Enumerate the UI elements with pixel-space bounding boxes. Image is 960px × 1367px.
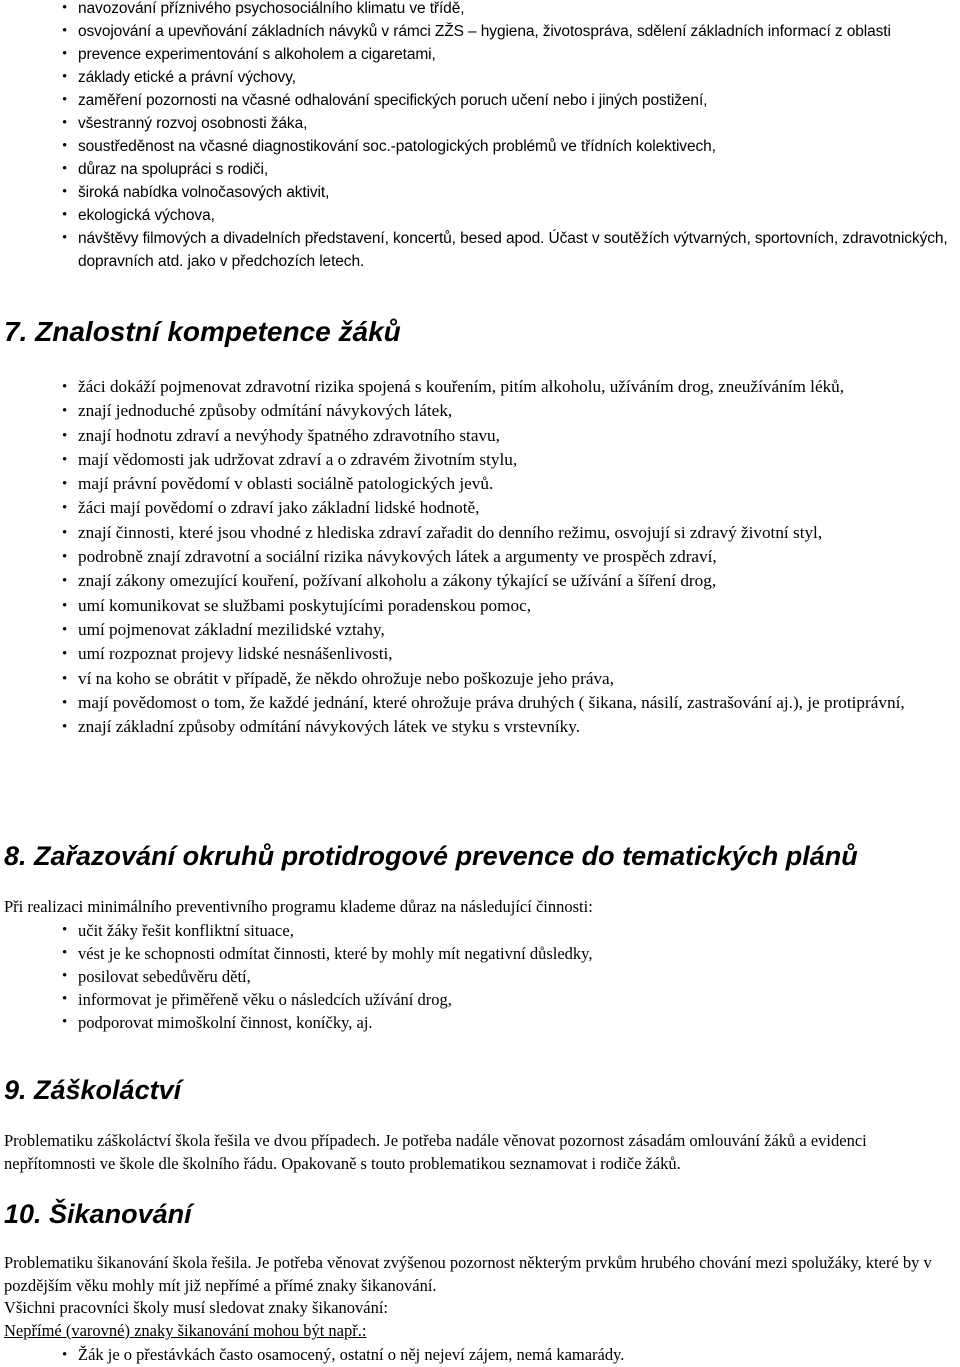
list-item: • široká nabídka volnočasových aktivit, [0, 181, 960, 204]
list-item: • ví na koho se obrátit v případě, že někdo ohrožuje nebo poškozuje jeho práva, [0, 667, 960, 691]
section-10-text: Problematiku šikanování škola řešila. Je potřeba věnovat zvýšenou pozornost některým prvkům hrubého chování mezi spolužáky, které by v pozdějším věku mohly mít již nepřímé a přímé znaky šikanování. [4, 1253, 932, 1295]
list-item: • znají zákony omezující kouření, požívaní alkoholu a zákony týkající se užívání a šíření drog, [0, 569, 960, 593]
list-item: • umí pojmenovat základní mezilidské vztahy, [0, 618, 960, 642]
list-item: • všestranný rozvoj osobnosti žáka, [0, 112, 960, 135]
list-item: • Žák je o přestávkách často osamocený, ostatní o něj nejeví zájem, nemá kamarády. [0, 1344, 960, 1366]
list-item: • znají hodnotu zdraví a nevýhody špatného zdravotního stavu, [0, 424, 960, 448]
list-item: • základy etické a právní výchovy, [0, 66, 960, 89]
section-10-list [0, 1344, 960, 1366]
list-item: • ekologická výchova, [0, 204, 960, 227]
list-item: • vést je ke schopnosti odmítat činnosti, které by mohly mít negativní důsledky, [0, 942, 960, 965]
section-7-heading: 7. Znalostní kompetence žáků [4, 316, 401, 347]
section-9-heading: 9. Záškoláctví [4, 1075, 182, 1105]
section-9-text: Problematiku záškoláctví škola řešila ve dvou případech. Je potřeba nadále věnovat pozornost zásadám omlouvání žáků a evidenci nepřítomnosti ve škole dle školního řádu. Opakovaně s touto problematikou seznamovat i rodiče žáků. [4, 1131, 867, 1173]
section-8-heading: 8. Zařazování okruhů protidrogové prevence do tematických plánů [4, 841, 858, 871]
section-7-list [0, 375, 960, 739]
list-item: • informovat je přiměřeně věku o následcích užívání drog, [0, 988, 960, 1011]
list-item: • soustředěnost na včasné diagnostikování soc.-patologických problémů ve třídních kolektivech, [0, 135, 960, 158]
section-8-list [0, 919, 960, 1034]
section-10-subheading [0, 1320, 960, 1343]
indirect-signs-label: Nepřímé (varovné) znaky šikanování mohou být např. [4, 1321, 362, 1340]
section-10-watch-text: Všichni pracovníci školy musí sledovat znaky šikanování: [4, 1298, 389, 1317]
list-item: • umí komunikovat se službami poskytujícími poradenskou pomoc, [0, 594, 960, 618]
section-10-heading: 10. Šikanování [4, 1199, 192, 1229]
list-item: • žáci dokáží pojmenovat zdravotní rizika spojená s kouřením, pitím alkoholu, užíváním drog, zneužíváním léků, [0, 375, 960, 399]
list-item: • prevence experimentování s alkoholem a cigaretami, [0, 43, 960, 66]
list-item: • osvojování a upevňování základních návyků v rámci ZŽS – hygiena, životospráva, sdělení základních informací z oblasti [0, 20, 960, 43]
list-item: • mají vědomosti jak udržovat zdraví a o zdravém životním stylu, [0, 448, 960, 472]
list-item: • podporovat mimoškolní činnost, koníčky, aj. [0, 1011, 960, 1034]
list-item: • důraz na spolupráci s rodiči, [0, 158, 960, 181]
list-item: • učit žáky řešit konfliktní situace, [0, 919, 960, 942]
list-item: • znají základní způsoby odmítání návykových látek ve styku s vrstevníky. [0, 715, 960, 739]
list-item: • žáci mají povědomí o zdraví jako základní lidské hodnotě, [0, 496, 960, 520]
top-bullet-list [0, 0, 960, 273]
list-item: • znají činnosti, které jsou vhodné z hlediska zdraví zařadit do denního režimu, osvojují si zdravý životní styl, [0, 521, 960, 545]
list-item: • podrobně znají zdravotní a sociální rizika návykových látek a argumenty ve prospěch zdraví, [0, 545, 960, 569]
indirect-signs-colon: : [361, 1321, 367, 1340]
list-item: • mají povědomost o tom, že každé jednání, které ohrožuje práva druhých ( šikana, násilí, zastrašování aj.), je protiprávní, [0, 691, 960, 715]
list-item: • mají právní povědomí v oblasti sociálně patologických jevů. [0, 472, 960, 496]
list-item: • umí rozpoznat projevy lidské nesnášenlivosti, [0, 642, 960, 666]
list-item: • posilovat sebedůvěru dětí, [0, 965, 960, 988]
list-item: • znají jednoduché způsoby odmítání návykových látek, [0, 399, 960, 423]
section-8-intro: Při realizaci minimálního preventivního programu klademe důraz na následující činnosti: [4, 897, 593, 916]
list-item: • návštěvy filmových a divadelních představení, koncertů, besed apod. Účast v soutěžích výtvarných, sportovních, zdravotnických, dopravních atd. jako v předchozích letech. [0, 227, 960, 273]
list-item: • navozování příznivého psychosociálního klimatu ve třídě, [0, 0, 960, 20]
list-item: • zaměření pozornosti na včasné odhalování specifických poruch učení nebo i jiných postižení, [0, 89, 960, 112]
